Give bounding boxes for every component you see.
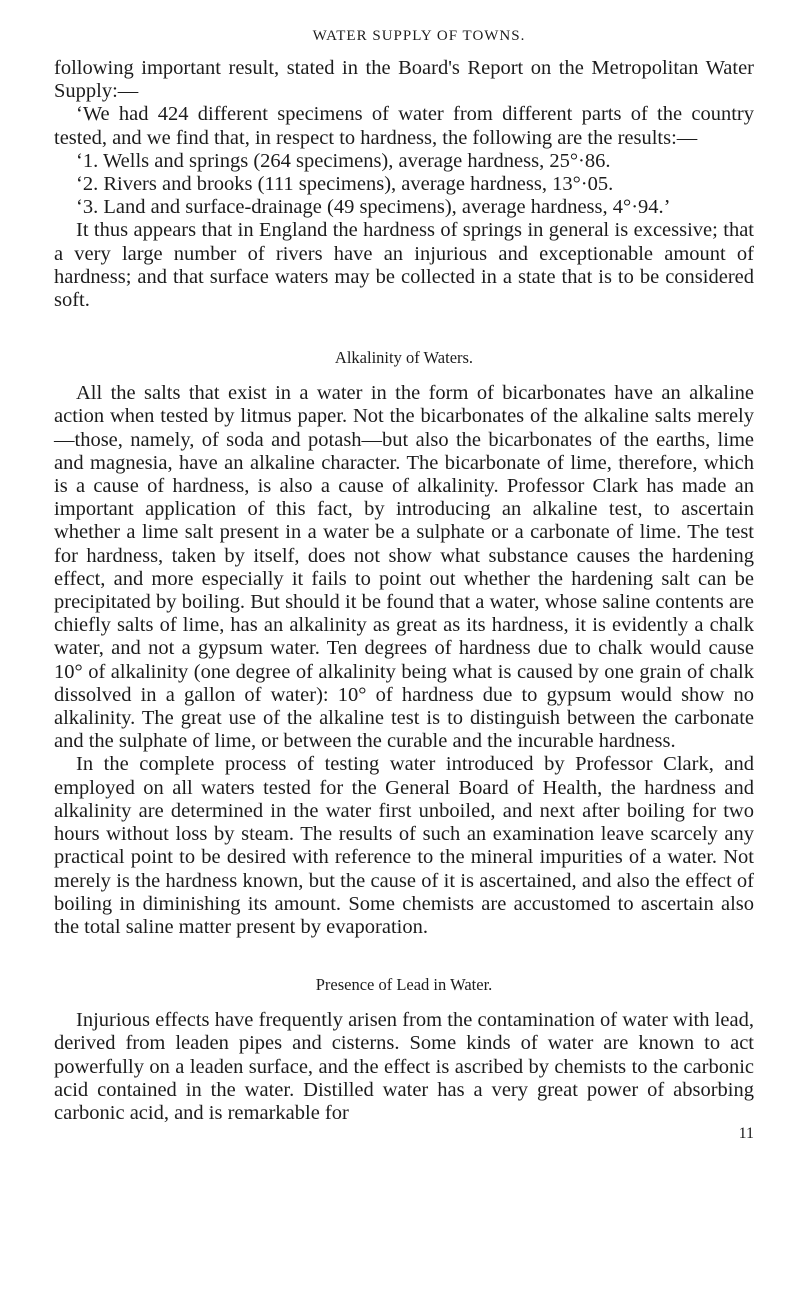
result-land-drainage: ‘3. Land and surface-drainage (49 specimens), average hardness, 4°·94.’ [76,196,671,219]
alkalinity-paragraph: In the complete process of testing water introduced by Professor Clark, and employed on all waters tested for the General Board of Health, the hardness and alkalinity are determined in the water first unboiled, and next after boiling for two hours without loss by steam. The results of such an examination leave scarcely any practical point to be desired with reference to the mineral impurities of a water. Not merely is the hardness known, but the cause of it is ascertained, and also the effect of boiling in diminishing its amount. Some chemists are accustomed to ascertain also the total saline matter present by evaporation. [54,753,754,938]
lead-paragraph: Injurious effects have frequently arisen from the contamination of water with lead, derived from leaden pipes and cisterns. Some kinds of water are known to act powerfully on a leaden surface, and the effect is ascribed by chemists to the carbonic acid contained in the water. Distilled water has a very great power of absorbing carbonic acid, and is remarkable for [54,1009,754,1124]
result-wells-springs: ‘1. Wells and springs (264 specimens), average hardness, 25°·86. [76,149,611,172]
alkalinity-paragraph: All the salts that exist in a water in the form of bicarbonates have an alkaline action when tested by litmus paper. Not the bicarbonates of the alkaline salts merely—those, namely, of soda and potash—but also the bicarbonates of the earths, lime and magnesia, have an alkaline character. The bicarbonate of lime, therefore, which is a cause of hardness, is also a cause of alkalinity. Professor Clark has made an important application of this fact, by introducing an alkaline test, to ascertain whether a lime salt present in a water be a sulphate or a carbonate of lime. The test for hardness, taken by itself, does not show what substance causes the hardening effect, and more especially it fails to point out whether the hardening salt can be precipitated by boiling. But should it be found that a water, whose saline contents are chiefly salts of lime, has an alkalinity as great as its hardness, it is evidently a chalk water, and not a gypsum water. Ten degrees of hardness due to chalk would cause 10° of alkalinity (one degree of alkalinity being what is caused by one grain of chalk dissolved in a gallon of water): 10° of hardness due to gypsum would show no alkalinity. The great use of the alkaline test is to distinguish between the carbonate and the sulphate of lime, or between the curable and the incurable hardness. [54,382,754,753]
page-number: 11 [738,1125,754,1143]
lead-heading: Presence of Lead in Water. [315,975,493,995]
result-rivers-brooks: ‘2. Rivers and brooks (111 specimens), average hardness, 13°·05. [76,173,614,196]
intro-lead: following important result, stated in the Board's Report on the Metropolitan Water Supply:— [54,57,754,103]
running-head: WATER SUPPLY OF TOWNS. [312,28,526,44]
quote-opening: ‘We had 424 different specimens of water from different parts of the country tested, and we find that, in respect to hardness, the following are the results:— [54,103,754,149]
intro-conclusion: It thus appears that in England the hardness of springs in general is excessive; that a very large number of rivers have an injurious and exceptionable amount of hardness; and that surface waters may be collected in a state that is to be considered soft. [54,219,754,312]
book-page [54,28,754,1143]
alkalinity-heading: Alkalinity of Waters. [334,348,474,368]
